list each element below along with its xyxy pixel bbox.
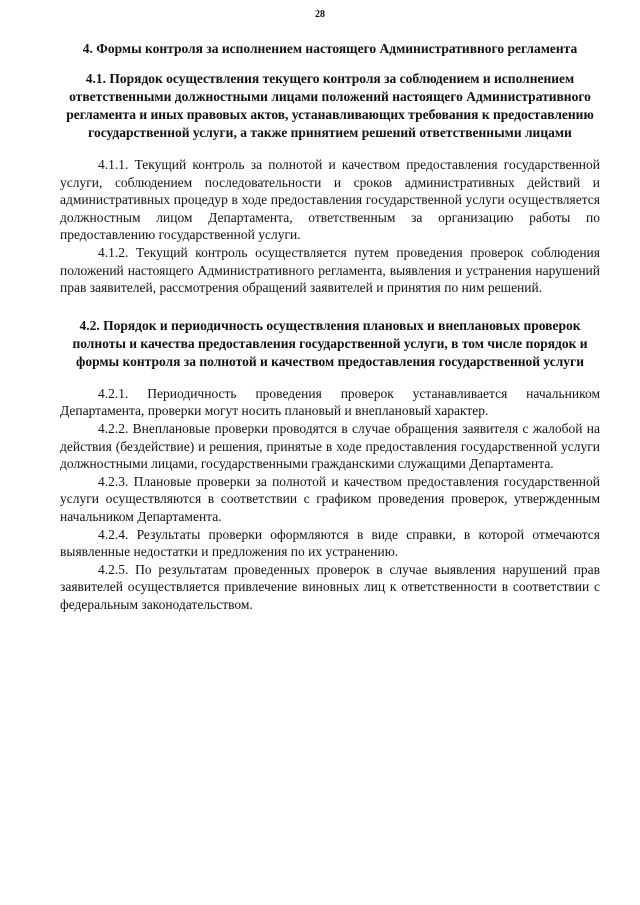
section-4-heading: 4. Формы контроля за исполнением настоящего Административного регламента xyxy=(82,41,578,56)
section-4-1-heading: 4.1. Порядок осуществления текущего контроля за соблюдением и исполнением ответственными должностными лицами положений настоящего Административного регламента и иных правовых актов, устанавливающих требования к предоставлению государственной услуги, а также принятием решений ответственными лицами xyxy=(66,71,594,140)
paragraph-4-2-1: 4.2.1. Периодичность проведения проверок устанавливается начальником Департамента, проверки могут носить плановый и внеплановый характер. xyxy=(60,385,600,419)
paragraph-4-1-2: 4.1.2. Текущий контроль осуществляется путем проведения проверок соблюдения положений настоящего Административного регламента, выявления и устранения нарушений прав заявителей, рассмотрения обращений заявителей и принятия по ним решений. xyxy=(60,244,600,296)
paragraph-4-2-4: 4.2.4. Результаты проверки оформляются в виде справки, в которой отмечаются выявленные недостатки и предложения по их устранению. xyxy=(60,526,600,560)
paragraph-4-2-2: 4.2.2. Внеплановые проверки проводятся в случае обращения заявителя с жалобой на действия (бездействие) и решения, принятые в ходе предоставления государственной услуги должностными лицами, государственными гражданскими служащими Департамента. xyxy=(60,420,600,472)
page-number: 28 xyxy=(315,9,325,20)
paragraph-4-2-3: 4.2.3. Плановые проверки за полнотой и качеством предоставления государственной услуги осуществляются в соответствии с графиком проведения проверок, утвержденным начальником Департамента. xyxy=(60,473,600,524)
paragraph-4-1-1: 4.1.1. Текущий контроль за полнотой и качеством предоставления государственной услуги, соблюдением последовательности и сроков административных действий и административных процедур в ходе предоставления государственной услуги осуществляется должностным лицом Департамента, ответственным за организацию работы по предоставлению государственной услуги. xyxy=(60,157,600,243)
page-content xyxy=(60,40,600,613)
paragraph-4-2-5: 4.2.5. По результатам проведенных проверок в случае выявления нарушений прав заявителей осуществляется привлечение виновных лиц к ответственности в соответствии с федеральным законодательством. xyxy=(60,561,600,612)
section-4-2-heading: 4.2. Порядок и периодичность осуществления плановых и внеплановых проверок полноты и качества предоставления государственной услуги, в том числе порядок и формы контроля за полнотой и качеством предоставления государственной услуги xyxy=(72,317,588,369)
